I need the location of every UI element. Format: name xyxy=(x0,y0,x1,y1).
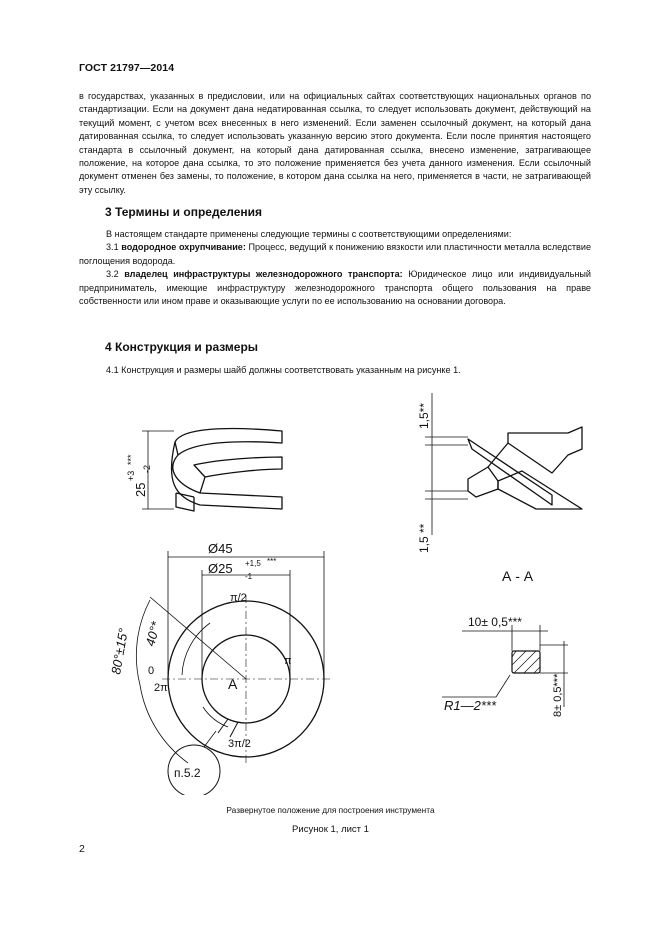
outer-dia-label: Ø45 xyxy=(208,541,233,556)
angle-3pi2-label: 3π/2 xyxy=(228,738,251,750)
angle-pi-label: π xyxy=(284,655,292,667)
figure-caption-top: Развернутое положение для построения инструмента xyxy=(226,805,435,815)
term-3-2-definition: Юридическое лицо или индивидуальный предприниматель, имеющие инфраструктуру железнодорожного транспорта общего пользования на праве собственности или ином праве и оказывающие услуги по ее использованию на основании договора. xyxy=(79,269,592,307)
document-header: ГОСТ 21797—2014 xyxy=(79,62,175,74)
section-4-title: 4 Конструкция и размеры xyxy=(105,340,259,354)
radius-dim-label: R1—2*** xyxy=(444,698,497,713)
ref-clause-label: п.5.2 xyxy=(174,766,201,780)
term-3-2 xyxy=(79,268,591,308)
angle-zero-label: 0 xyxy=(148,665,155,677)
inner-tol-upper: +1,5 xyxy=(245,559,261,568)
width-dim-label: 10± 0,5*** xyxy=(468,615,522,629)
angle-pi2-label: π/2 xyxy=(230,592,247,604)
term-3-1 xyxy=(79,241,591,268)
section-3-lead: В настоящем стандарте применены следующие термины с соответствующими определениями: xyxy=(106,229,512,239)
height-tol-stars: *** xyxy=(126,454,136,465)
section-4-body xyxy=(79,364,591,377)
inner-tol-lower: -1 xyxy=(245,572,253,581)
figure-caption: Рисунок 1, лист 1 xyxy=(292,824,369,835)
gap-bottom-label: 1,5 ** xyxy=(417,523,431,553)
inner-dia-label: Ø25 xyxy=(208,561,233,576)
inner-tol-stars: *** xyxy=(267,557,277,566)
split-section-view xyxy=(468,427,582,509)
section-3-body xyxy=(79,228,591,308)
clause-4-1: 4.1 Конструкция и размеры шайб должны соответствовать указанным на рисунке 1. xyxy=(106,365,461,375)
section-mark-label: А xyxy=(228,676,238,692)
term-3-2-term: владелец инфраструктуры железнодорожного транспорта: xyxy=(124,269,403,280)
section-title-label: А - А xyxy=(502,568,534,584)
term-3-1-number: 3.1 xyxy=(106,242,122,253)
gap-top-label: 1,5** xyxy=(417,402,431,429)
page-number: 2 xyxy=(79,843,85,855)
thick-dim-label: 8± 0,5*** xyxy=(552,673,564,717)
term-3-2-number: 3.2 xyxy=(106,269,125,280)
washer-side-view xyxy=(171,429,282,511)
gap-dimensions xyxy=(425,393,468,535)
cross-section-a-a xyxy=(442,625,568,707)
angle-80-label: 80°±15° xyxy=(108,627,132,676)
height-tol-upper: +3 xyxy=(126,470,136,481)
section-3-title: 3 Термины и определения xyxy=(105,205,263,219)
term-3-1-term: водородное охрупчивание: xyxy=(121,242,246,253)
angle-2pi-label: 2π xyxy=(154,682,168,694)
figure-1-drawing xyxy=(70,385,610,795)
angle-40-label: 40°* xyxy=(142,620,164,648)
term-3-1-definition: Процесс, ведущий к понижению вязкости или пластичности металла вследствие поглощения водорода. xyxy=(79,242,592,266)
height-tol-lower: -2 xyxy=(142,464,152,473)
ref-clause-callout xyxy=(168,731,220,795)
height-dim-label: 25 xyxy=(133,482,148,497)
intro-paragraph: в государствах, указанных в предисловии, или на официальных сайтах соответствующих национальных органов по стандартизации. Если на документ дана недатированная ссылка, то следует использовать документ, действующий на текущий момент, с учетом всех внесенных в него изменений. Если заменен ссылочный документ, на который дана датированная ссылка, то следует использовать указанную версию этого документа. Если после принятия настоящего стандарта в ссылочный документ, на который дана датированная ссылка, внесено изменение, затрагивающее положение, на которое дана ссылка, то это положение применяется без учета данного изменения. Если ссылочный документ отменен без замены, то положение, в котором дана ссылка на него, применяется в части, не затрагивающей эту ссылку. xyxy=(79,91,591,195)
